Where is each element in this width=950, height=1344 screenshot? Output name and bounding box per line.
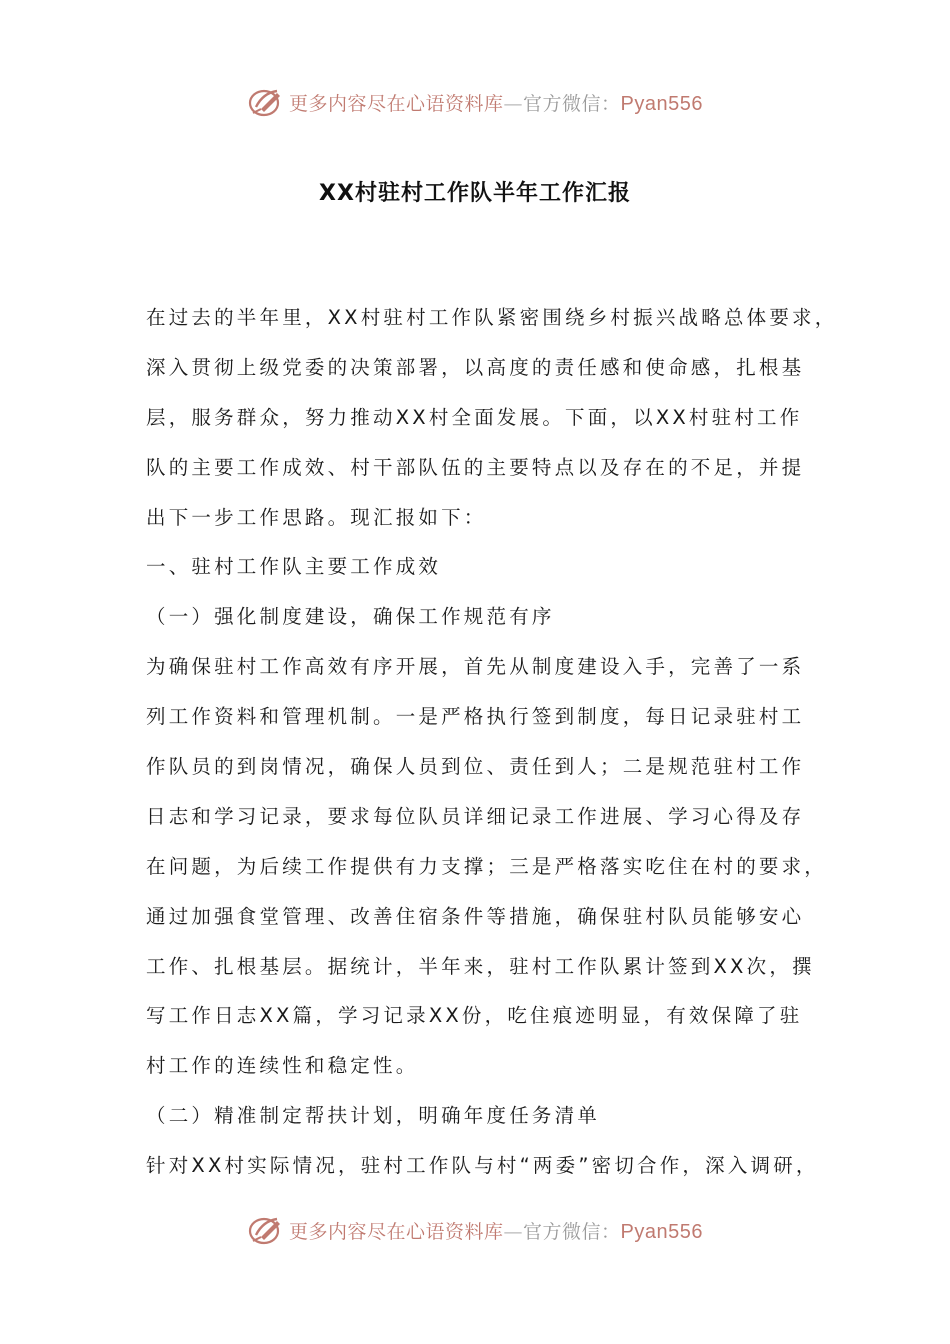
document-body	[146, 293, 838, 1191]
body-line: 层，服务群众，努力推动XX村全面发展。下面，以XX村驻村工作	[146, 405, 803, 429]
watermark-brand: 更多内容尽在心语资料库	[289, 1220, 504, 1243]
watermark-id: Pyan556	[620, 92, 703, 115]
body-line: 针对XX村实际情况，驻村工作队与村“两委”密切合作，深入调研，	[146, 1154, 819, 1178]
body-line: 作队员的到岗情况，确保人员到位、责任到人；二是规范驻村工作	[146, 755, 805, 779]
watermark-brand: 更多内容尽在心语资料库	[289, 92, 504, 115]
watermark-dash: —	[503, 1220, 524, 1243]
body-line: 在过去的半年里，XX村驻村工作队紧密围绕乡村振兴战略总体要求，	[146, 306, 838, 329]
body-line: 日志和学习记录，要求每位队员详细记录工作进展、学习心得及存	[146, 804, 805, 828]
pen-logo-icon	[247, 85, 285, 119]
body-line: 为确保驻村工作高效有序开展，首先从制度建设入手，完善了一系	[146, 655, 805, 679]
body-line: 列工作资料和管理机制。一是严格执行签到制度，每日记录驻村工	[146, 705, 805, 729]
body-line: 写工作日志XX篇，学习记录XX份，吃住痕迹明显，有效保障了驻	[146, 1004, 803, 1028]
body-line: 出下一步工作思路。现汇报如下：	[146, 505, 487, 529]
watermark-label: 官方微信：	[523, 92, 621, 115]
watermark-id: Pyan556	[620, 1220, 703, 1243]
section-heading: 一、驻村工作队主要工作成效	[146, 555, 442, 579]
document-title: XX村驻村工作队半年工作汇报	[319, 181, 631, 206]
subsection-heading: （一）强化制度建设，确保工作规范有序	[146, 605, 555, 629]
subsection-heading: （二）精准制定帮扶计划，明确年度任务清单	[146, 1104, 601, 1128]
footer-watermark	[0, 1210, 950, 1250]
pen-logo-icon	[247, 1213, 285, 1247]
body-line: 村工作的连续性和稳定性。	[146, 1054, 419, 1078]
header-watermark	[0, 82, 950, 122]
body-line: 队的主要工作成效、村干部队伍的主要特点以及存在的不足，并提	[146, 455, 805, 479]
body-line: 工作、扎根基层。据统计，半年来，驻村工作队累计签到XX次，撰	[146, 954, 815, 978]
body-line: 在问题，为后续工作提供有力支撑；三是严格落实吃住在村的要求，	[146, 854, 828, 878]
watermark-dash: —	[503, 92, 524, 115]
body-line: 通过加强食堂管理、改善住宿条件等措施，确保驻村队员能够安心	[146, 904, 805, 928]
watermark-label: 官方微信：	[523, 1220, 621, 1243]
body-line: 深入贯彻上级党委的决策部署，以高度的责任感和使命感，扎根基	[146, 355, 805, 379]
